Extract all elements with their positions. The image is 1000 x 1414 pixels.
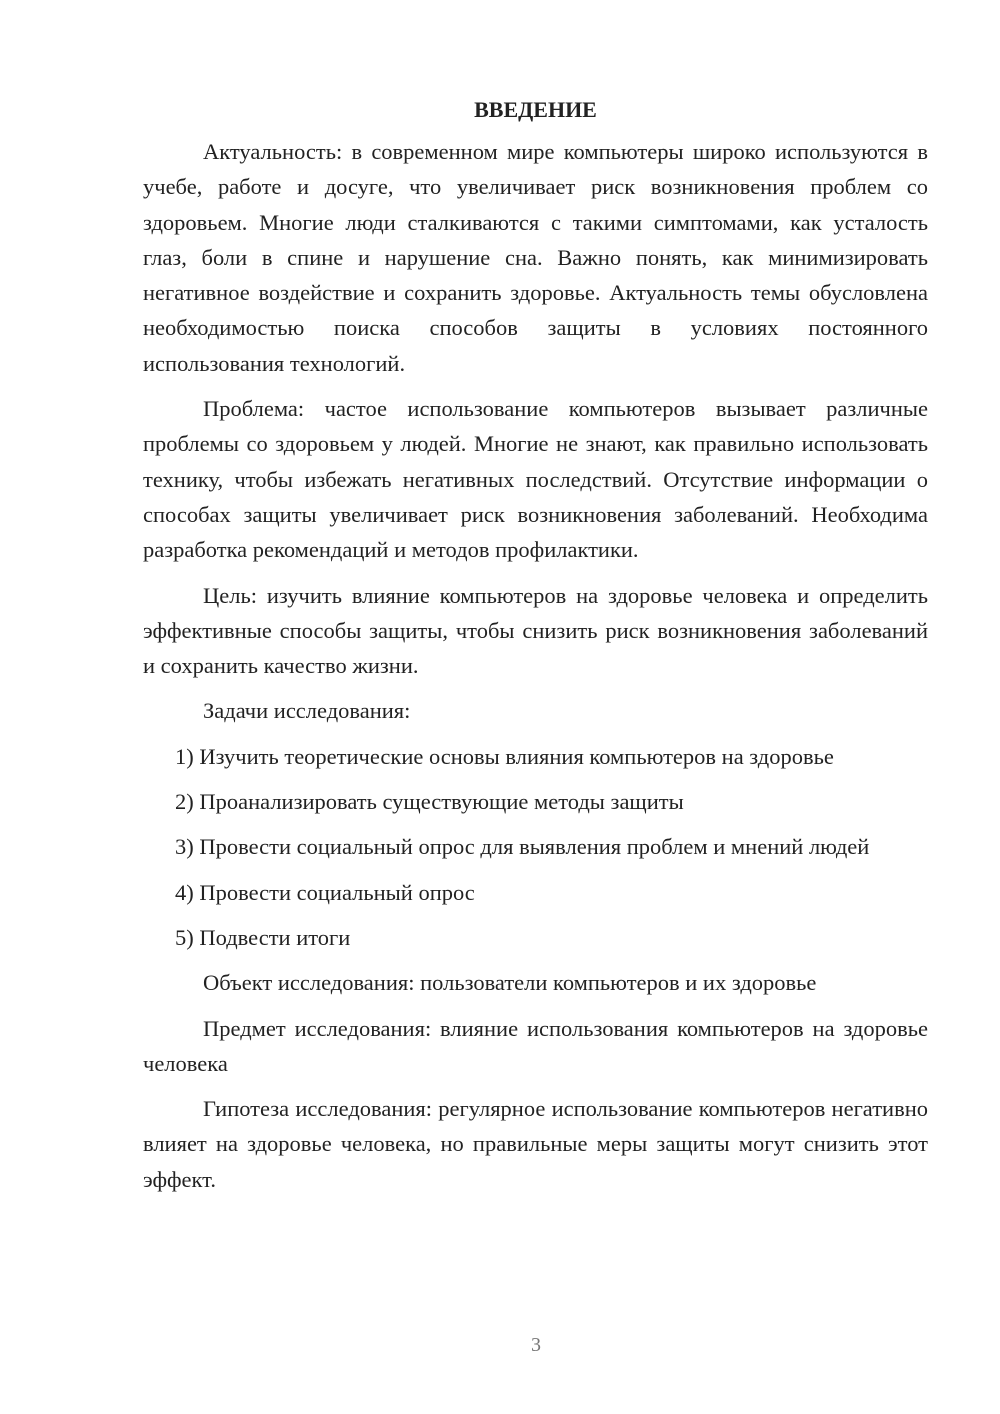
task-item-4: 4) Провести социальный опрос: [175, 879, 475, 905]
goal-paragraph: Цель: изучить влияние компьютеров на здоровье человека и определить эффективные способы защиты, чтобы снизить риск возникновения заболеваний и сохранить качество жизни.: [143, 582, 928, 679]
relevance-paragraph: Актуальность: в современном мире компьютеры широко используются в учебе, работе и досуге, что увеличивает риск возникновения проблем со здоровьем. Многие люди сталкиваются с такими симптомами, как усталость глаз, боли в спине и нарушение сна. Важно понять, как минимизировать негативное воздействие и сохранить здоровье. Актуальность темы обусловлена необходимостью поиска способов защиты в условиях постоянного использования технологий.: [143, 139, 928, 376]
section-heading: ВВЕДЕНИЕ: [474, 97, 597, 122]
task-item-3: 3) Провести социальный опрос для выявления проблем и мнений людей: [175, 834, 870, 860]
tasks-title: Задачи исследования:: [203, 698, 411, 724]
hypothesis-paragraph: Гипотеза исследования: регулярное использование компьютеров негативно влияет на здоровье человека, но правильные меры защиты могут снизить этот эффект.: [143, 1096, 928, 1192]
page-number: 3: [531, 1334, 541, 1356]
task-item-5: 5) Подвести итоги: [175, 924, 351, 950]
problem-paragraph: Проблема: частое использование компьютеров вызывает различные проблемы со здоровьем у людей. Многие не знают, как правильно использовать технику, чтобы избежать негативных последствий. Отсутствие информации о способах защиты увеличивает риск возникновения заболеваний. Необходима разработка рекомендаций и методов профилактики.: [143, 396, 928, 563]
object-paragraph: Объект исследования: пользователи компьютеров и их здоровье: [203, 970, 817, 996]
task-item-2: 2) Проанализировать существующие методы защиты: [175, 789, 684, 815]
task-item-1: 1) Изучить теоретические основы влияния компьютеров на здоровье: [175, 743, 834, 769]
document-page: [143, 92, 928, 1197]
subject-paragraph: Предмет исследования: влияние использования компьютеров на здоровье человека: [143, 1015, 928, 1076]
